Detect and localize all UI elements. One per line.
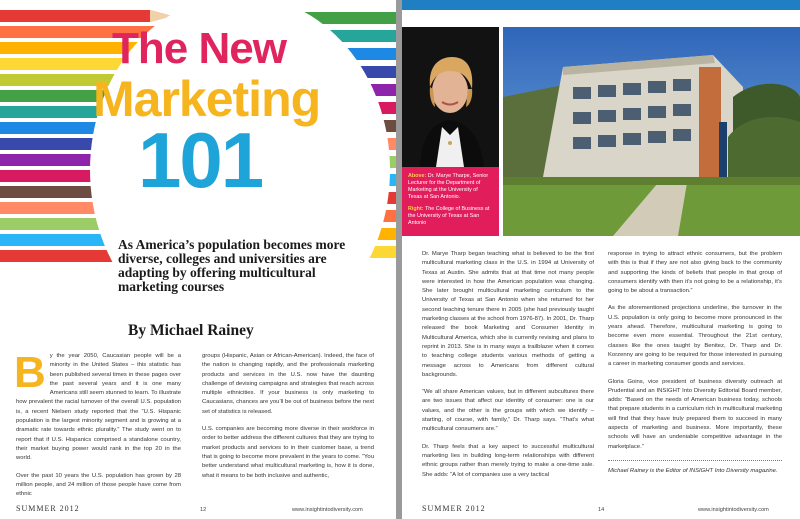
drop-cap: B xyxy=(14,348,46,397)
building-photo xyxy=(503,27,800,236)
footer-season: SUMMER 2012 xyxy=(422,504,486,513)
top-color-bar xyxy=(402,0,800,10)
paragraph: Dr. Marye Tharp began teaching what is believed to be the first multicultural marketing class in the U.S. in 1994 at University of Texas at Austin. She admits that at that time not many people were interested in how the American population was changing. She later brought multicultural marketing curriculum to the University of Texas at San Antonio when she returned for her second teaching tenure there in 2005 (she had previously taught marketing classes at the school from 1976-87). In 2001, Dr. Tharp released the book Marketing and Consumer Identity in Multicultural America, which she is currently revising and plans to reprint in 2013. She is in many ways a trailblazer when it comes to teaching college students various methods of getting a message across to Americans from different cultural backgrounds. xyxy=(422,251,594,378)
left-page xyxy=(0,0,396,519)
footer-url: www.insightintodiversity.com xyxy=(292,507,363,513)
left-column-2 xyxy=(202,352,374,489)
left-column-1 xyxy=(14,348,181,507)
page-number: 12 xyxy=(200,507,207,513)
paragraph: Over the past 10 years the U.S. population has grown by 28 million people, and 24 million of those people have come from ethnic xyxy=(16,472,181,498)
right-page xyxy=(402,0,800,519)
paragraph: response in trying to attract ethnic consumers, but the problem with this is that if they are not also giving back to the community and supporting the kinds of beliefs that people in that group of consumers identify with then it’s not going to be a relationship, it’s going to be about a transaction.” xyxy=(608,251,782,295)
right-column-1 xyxy=(422,250,594,488)
paragraph: y the year 2050, Caucasian people will be a minority in the United States – this statistic has been published several times in these pages over the past several years and it is one many Americans still seem stunned to learn. To illustrate how prevalent the racial turnover of the overall U.S. population is, a recent Nielsen study reported that the “U.S. Hispanic population is the largest minority segment and is growing at a dramatic rate towards ethnic plurality.” The study went on to report that if U.S. Hispanics comprised a standalone country, their market buying power would rank in the top 20 in the world. xyxy=(16,353,181,462)
article-byline: By Michael Rainey xyxy=(128,322,254,339)
paragraph: Gloria Goins, vice president of business diversity outreach at Prudential and an INSIGHT Into Diversity Editorial Board member, adds: “Based on the needs of American business today, schools that prepare students in a curriculum rich in multicultural marketing will find that they have truly prepared them to succeed in many aspects of marketing and business. More importantly, these schools will have an undeniable competitive advantage in the marketplace.” xyxy=(608,378,782,450)
paragraph: groups (Hispanic, Asian or African-American). Indeed, the face of the nation is changing rapidly, and the professionals marketing products and services in the U.S. now have the daunting challenge of devising campaigns and strategies that reach across multiple ethnicities. If your business is only marketing to Caucasians, chances are you’ll be out of business before the next set of statistics is released. xyxy=(202,353,374,415)
title-line-the-new: The New xyxy=(112,24,286,73)
page-number: 14 xyxy=(598,507,605,513)
title-line-101: 101 xyxy=(138,116,263,204)
footer-url: www.insightintodiversity.com xyxy=(698,507,769,513)
photo-caption: Above: Dr. Marye Tharpe, Senior Lecturer for the Department of Marketing at the University of Texas at San Antonio. Right: The College of Business at the University of Texas at San Antonio xyxy=(402,167,499,236)
article-subtitle: As America’s population becomes more diverse, colleges and universities are adapting by offering multicultural marketing courses xyxy=(118,237,346,294)
paragraph: Dr. Tharp feels that a key aspect to successful multicultural marketing lies in building long-term relationships with different ethnic groups rather than merely trying to make a one-time sale. She adds: “A lot of companies use a very tactical xyxy=(422,443,594,478)
paragraph: U.S. companies are becoming more diverse in their workforce in order to better address the different cultures that they are trying to market products and services to in their customer base, a trend that is going to become more prevalent in the years to come. “You better understand what multicultural marketing is, how it is done, what it means to be both inclusive and authentic, xyxy=(202,426,374,479)
portrait-photo xyxy=(402,27,499,167)
paragraph: “We all share American values, but in different subcultures there are two issues that affect our identity of consumer: one is our values, and the other is the groups with which we identify – starting, of course, with family,” Dr. Tharp says. “That’s what multicultural consumers are.” xyxy=(422,389,594,433)
footer-season: SUMMER 2012 xyxy=(16,504,80,513)
title-line-marketing: Marketing xyxy=(93,71,321,127)
paragraph: As the aforementioned projections underline, the turnover in the U.S. population is only going to become more pronounced in the years ahead. Therefore, multicultural marketing is going to become even more essential. Throughout the 21st century, classes like the ones taught by Benitez, Dr. Tharp and Dr. Korzenny are going to be required for those interested in pursuing a career in marketing consumer goods and services. xyxy=(608,305,782,368)
author-note: Michael Rainey is the Editor of INSIGHT Into Diversity magazine. xyxy=(608,460,782,476)
right-column-2 xyxy=(608,250,782,484)
